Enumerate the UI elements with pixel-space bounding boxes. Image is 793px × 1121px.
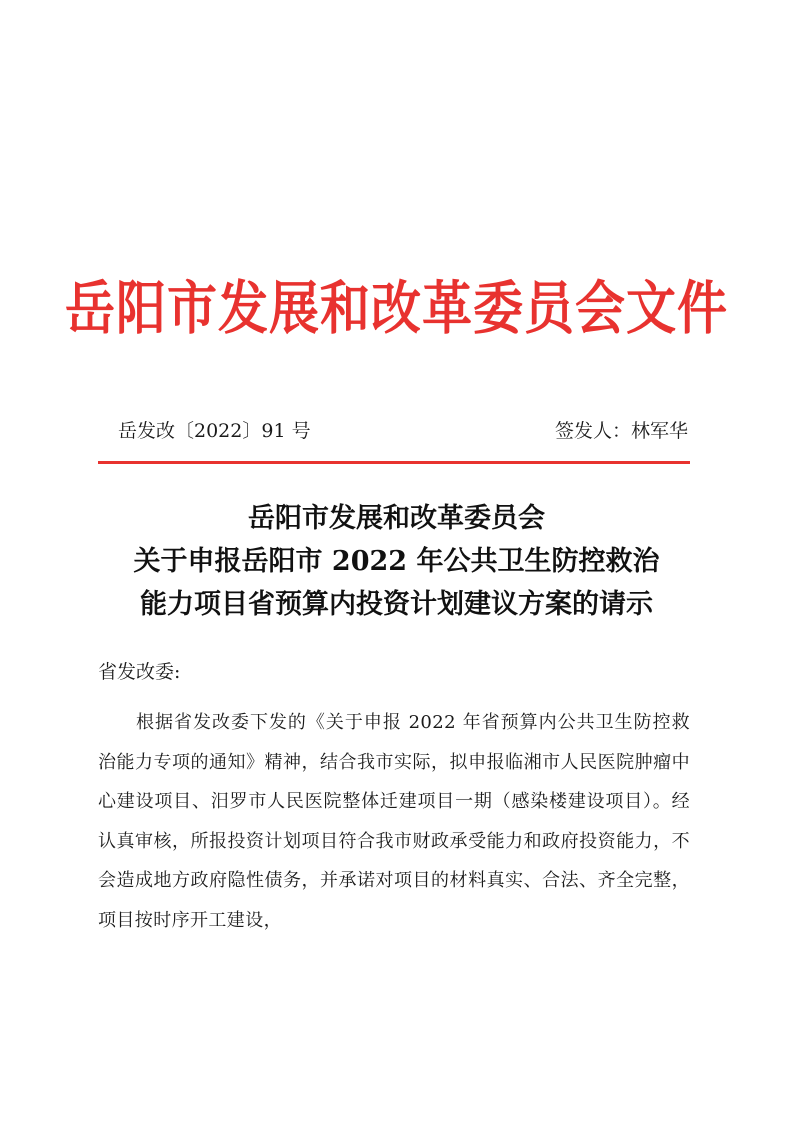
title-line-3: 能力项目省预算内投资计划建议方案的请示	[140, 589, 653, 620]
red-divider-line	[98, 461, 690, 464]
body-paragraph: 根据省发改委下发的《关于申报 2022 年省预算内公共卫生防控救治能力专项的通知》精神，结合我市实际，拟申报临湘市人民医院肿瘤中心建设项目、汨罗市人民医院整体迁建项目一期（感染楼建设项目）。经认真审核，所报投资计划项目符合我市财政承受能力和政府投资能力，不会造成地方政府隐性债务，并承诺对项目的材料真实、合法、齐全完整，项目按时序开工建设，	[98, 712, 690, 931]
salutation: 省发改委:	[98, 661, 181, 683]
signer: 签发人：林军华	[554, 420, 688, 442]
masthead-title: 岳阳市发展和改革委员会文件	[65, 273, 728, 342]
document-meta	[118, 416, 688, 446]
document-title	[0, 497, 793, 626]
title-line-1: 岳阳市发展和改革委员会	[248, 503, 545, 534]
document-number: 岳发改〔2022〕91 号	[118, 420, 311, 442]
title-line-2: 关于申报岳阳市 2022 年公共卫生防控救治	[133, 546, 660, 577]
